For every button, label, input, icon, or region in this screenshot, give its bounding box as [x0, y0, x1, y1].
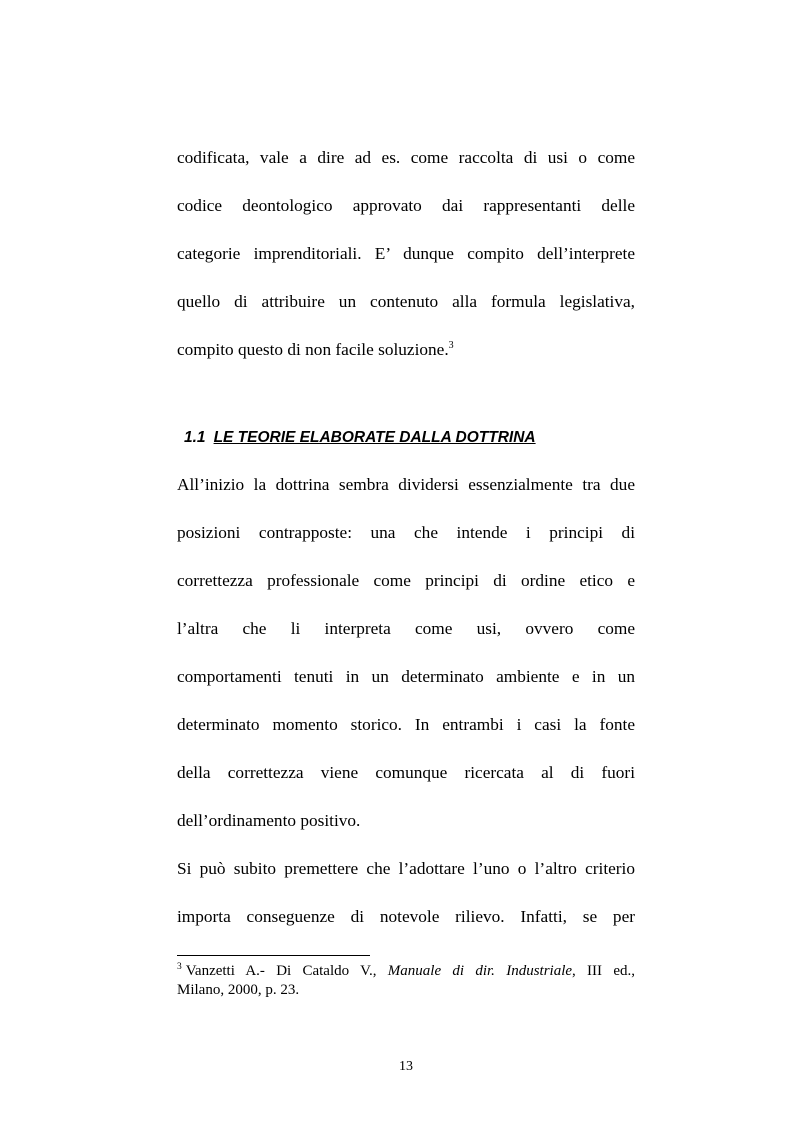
body-text-line: della correttezza viene comunque ricercata al di fuori — [177, 763, 635, 782]
body-text-line: Si può subito premettere che l’adottare l’uno o l’altro criterio — [177, 859, 635, 878]
footnote-separator — [177, 955, 370, 956]
body-text-line: l’altra che li interpreta come usi, ovvero come — [177, 619, 635, 638]
body-text-line: correttezza professionale come principi di ordine etico e — [177, 571, 635, 590]
body-text-line: All’inizio la dottrina sembra dividersi essenzialmente tra due — [177, 475, 635, 494]
footnote-marker: 3 — [177, 962, 182, 972]
body-text-line: importa conseguenze di notevole rilievo. Infatti, se per — [177, 907, 635, 926]
footnote-line: Milano, 2000, p. 23. — [177, 982, 300, 998]
body-text-line: determinato momento storico. In entrambi i casi la fonte — [177, 715, 635, 734]
body-text-line — [177, 340, 635, 360]
footnote-details: , III ed., — [572, 963, 635, 979]
body-text: compito questo di non facile soluzione. — [177, 340, 449, 359]
footnote-authors: Vanzetti A.- Di Cataldo V., — [185, 963, 388, 979]
page-number: 13 — [399, 1059, 413, 1074]
section-number: 1.1 — [184, 429, 206, 446]
section-heading — [184, 428, 536, 448]
body-text-line: posizioni contrapposte: una che intende i principi di — [177, 523, 635, 542]
section-title: LE TEORIE ELABORATE DALLA DOTTRINA — [213, 429, 536, 446]
body-text-line: dell’ordinamento positivo. — [177, 811, 361, 830]
footnote-line — [177, 962, 635, 980]
footnote-reference[interactable]: 3 — [448, 340, 454, 351]
footnote-work-title: Manuale di dir. Industriale — [387, 963, 573, 979]
body-text-line: categorie imprenditoriali. E’ dunque compito dell’interprete — [177, 244, 635, 263]
body-text-line: codice deontologico approvato dai rappresentanti delle — [177, 196, 635, 215]
body-text-line: quello di attribuire un contenuto alla formula legislativa, — [177, 292, 635, 311]
body-text-line: comportamenti tenuti in un determinato ambiente e in un — [177, 667, 635, 686]
body-text-line: codificata, vale a dire ad es. come raccolta di usi o come — [177, 148, 635, 167]
